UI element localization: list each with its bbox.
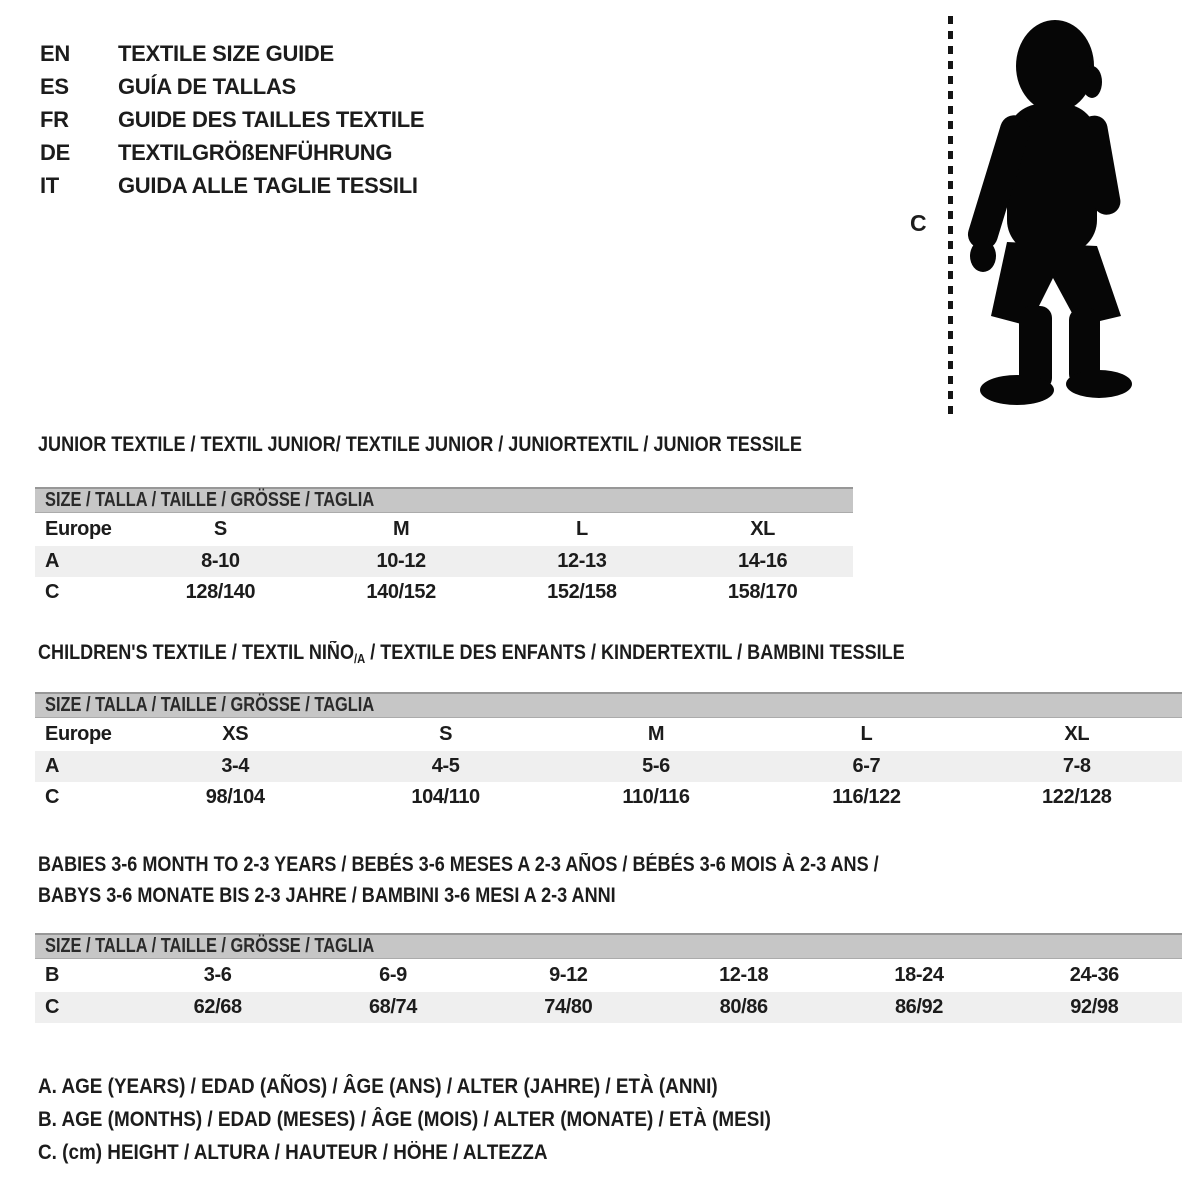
children-height-row bbox=[35, 782, 1182, 813]
language-header bbox=[40, 37, 424, 202]
children-age-row bbox=[35, 751, 1182, 782]
size-header-label: SIZE / TALLA / TAILLE / GRÖSSE / TAGLIA bbox=[45, 489, 375, 511]
babies-section-title-line1: BABIES 3-6 MONTH TO 2-3 YEARS / BEBÉS 3-6 MESES A 2-3 AÑOS / BÉBÉS 3-6 MOIS À 2-3 ANS / bbox=[38, 853, 879, 876]
age-value: 4-5 bbox=[431, 755, 460, 777]
babies-size-header-bar bbox=[35, 933, 1182, 959]
height-value: 110/116 bbox=[622, 786, 690, 808]
children-section-title bbox=[38, 641, 905, 671]
row-label-b: B bbox=[45, 964, 60, 986]
children-size-table bbox=[35, 692, 1182, 813]
months-value: 6-9 bbox=[379, 964, 407, 986]
row-label-a: A bbox=[45, 755, 60, 777]
age-value: 8-10 bbox=[201, 550, 240, 572]
language-row-it bbox=[40, 169, 424, 202]
language-code: DE bbox=[40, 140, 70, 165]
row-label-c: C bbox=[45, 581, 60, 603]
junior-section-title: JUNIOR TEXTILE / TEXTIL JUNIOR/ TEXTILE JUNIOR / JUNIORTEXTIL / JUNIOR TESSILE bbox=[38, 433, 802, 456]
height-value: 62/68 bbox=[193, 996, 242, 1018]
row-label-c: C bbox=[45, 996, 60, 1018]
babies-months-row bbox=[35, 959, 1182, 992]
height-value: 104/110 bbox=[411, 786, 480, 808]
babies-size-table bbox=[35, 933, 1182, 1023]
language-code: ES bbox=[40, 74, 69, 99]
age-value: 10-12 bbox=[376, 550, 426, 572]
row-label-a: A bbox=[45, 550, 60, 572]
toddler-silhouette-icon bbox=[963, 16, 1135, 420]
months-value: 12-18 bbox=[719, 964, 769, 986]
months-value: 3-6 bbox=[203, 964, 232, 986]
height-value: 80/86 bbox=[719, 996, 768, 1018]
region-label: Europe bbox=[45, 723, 112, 745]
size-column-m: M bbox=[392, 518, 410, 540]
children-title-pre: CHILDREN'S TEXTILE / TEXTIL NIÑO bbox=[38, 641, 355, 664]
height-value: 86/92 bbox=[894, 996, 944, 1018]
height-value: 158/170 bbox=[727, 581, 798, 603]
language-code: IT bbox=[40, 173, 59, 198]
junior-size-header-bar bbox=[35, 487, 853, 513]
row-label-c: C bbox=[45, 786, 60, 808]
children-title-post: / TEXTILE DES ENFANTS / KINDERTEXTIL / BAMBINI TESSILE bbox=[365, 641, 905, 664]
size-column-s: S bbox=[213, 518, 227, 540]
height-value: 140/152 bbox=[366, 581, 436, 603]
babies-section-title-line2: BABYS 3-6 MONATE BIS 2-3 JAHRE / BAMBINI 3-6 MESI A 2-3 ANNI bbox=[38, 884, 616, 907]
language-code: FR bbox=[40, 107, 69, 132]
size-column-s: S bbox=[439, 723, 453, 745]
legend-height-cm: C. (cm) HEIGHT / ALTURA / HAUTEUR / HÖHE / ALTEZZA bbox=[38, 1141, 548, 1164]
guide-title-de: TEXTILGRÖßENFÜHRUNG bbox=[118, 140, 393, 165]
height-value: 116/122 bbox=[832, 786, 901, 808]
guide-title-en: TEXTILE SIZE GUIDE bbox=[118, 41, 334, 66]
guide-title-it: GUIDA ALLE TAGLIE TESSILI bbox=[118, 173, 418, 198]
height-value: 128/140 bbox=[185, 581, 256, 603]
legend-age-months: B. AGE (MONTHS) / EDAD (MESES) / ÂGE (MOIS) / ALTER (MONATE) / ETÀ (MESI) bbox=[38, 1108, 771, 1131]
size-column-l: L bbox=[575, 518, 588, 540]
age-value: 12-13 bbox=[557, 550, 607, 572]
size-header-label: SIZE / TALLA / TAILLE / GRÖSSE / TAGLIA bbox=[45, 694, 375, 716]
height-marker-label: C bbox=[910, 210, 927, 236]
junior-columns-header-row bbox=[35, 513, 853, 546]
size-column-xl: XL bbox=[750, 518, 775, 540]
age-value: 7-8 bbox=[1062, 755, 1091, 777]
age-value: 3-4 bbox=[221, 755, 250, 777]
language-code: EN bbox=[40, 41, 70, 66]
junior-age-row bbox=[35, 546, 853, 577]
height-value: 92/98 bbox=[1070, 996, 1119, 1018]
children-columns-header-row bbox=[35, 718, 1182, 751]
size-column-l: L bbox=[860, 723, 873, 745]
region-label: Europe bbox=[45, 518, 112, 540]
age-value: 14-16 bbox=[738, 550, 788, 572]
height-value: 98/104 bbox=[205, 786, 265, 808]
babies-height-row bbox=[35, 992, 1182, 1023]
language-row-es bbox=[40, 70, 424, 103]
months-value: 9-12 bbox=[549, 964, 588, 986]
size-column-xl: XL bbox=[1064, 723, 1090, 745]
junior-size-table bbox=[35, 487, 853, 608]
height-value: 122/128 bbox=[1042, 786, 1112, 808]
age-value: 6-7 bbox=[852, 755, 881, 777]
height-value: 152/158 bbox=[547, 581, 617, 603]
guide-title-fr: GUIDE DES TAILLES TEXTILE bbox=[118, 107, 425, 132]
size-header-label: SIZE / TALLA / TAILLE / GRÖSSE / TAGLIA bbox=[45, 935, 375, 957]
language-row-fr bbox=[40, 103, 424, 136]
guide-title-es: GUÍA DE TALLAS bbox=[118, 74, 296, 99]
age-value: 5-6 bbox=[642, 755, 670, 777]
legend bbox=[38, 1070, 852, 1169]
height-measure-dashed-line bbox=[948, 16, 953, 418]
height-value: 68/74 bbox=[368, 996, 418, 1018]
junior-height-row bbox=[35, 577, 853, 608]
months-value: 24-36 bbox=[1069, 964, 1119, 986]
size-column-xs: XS bbox=[222, 723, 249, 745]
size-column-m: M bbox=[647, 723, 665, 745]
children-size-header-bar bbox=[35, 692, 1182, 718]
legend-age-years: A. AGE (YEARS) / EDAD (AÑOS) / ÂGE (ANS) / ALTER (JAHRE) / ETÀ (ANNI) bbox=[38, 1075, 718, 1098]
language-row-en bbox=[40, 37, 424, 70]
height-value: 74/80 bbox=[544, 996, 593, 1018]
months-value: 18-24 bbox=[894, 964, 944, 986]
language-row-de bbox=[40, 136, 424, 169]
children-title-subscript: /A bbox=[354, 651, 366, 666]
